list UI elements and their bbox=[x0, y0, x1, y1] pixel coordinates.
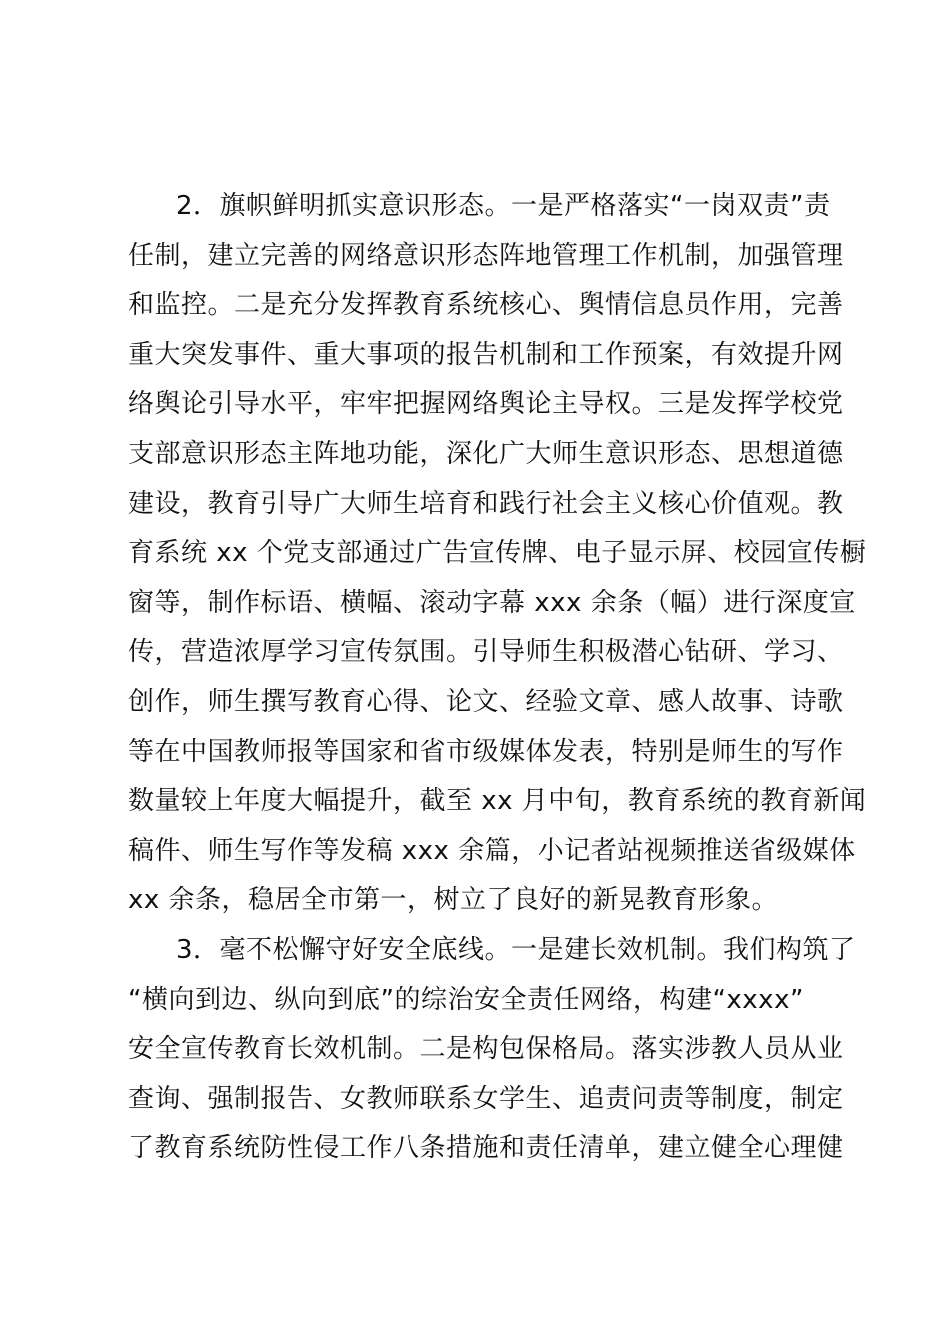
text-line: 支部意识形态主阵地功能，深化广大师生意识形态、思想道德 bbox=[128, 438, 844, 469]
text-line: 创作，师生撰写教育心得、论文、经验文章、感人故事、诗歌 bbox=[128, 686, 844, 717]
paragraph-3-heading-line: 3．毫不松懈守好安全底线。一是建长效机制。我们构筑了 bbox=[176, 934, 856, 965]
text-line: 数量较上年度大幅提升，截至 xx 月中旬，教育系统的教育新闻 bbox=[128, 786, 867, 817]
text-line: 育系统 xx 个党支部通过广告宣传牌、电子显示屏、校园宣传橱 bbox=[128, 538, 867, 569]
text-line: 安全宣传教育长效机制。二是构包保格局。落实涉教人员从业 bbox=[128, 1034, 844, 1065]
text-line: 了教育系统防性侵工作八条措施和责任清单，建立健全心理健 bbox=[128, 1133, 844, 1164]
text-line: 建设，教育引导广大师生培育和践行社会主义核心价值观。教 bbox=[128, 488, 844, 519]
text-line: 和监控。二是充分发挥教育系统核心、舆情信息员作用，完善 bbox=[128, 290, 844, 321]
text-line: “横向到边、纵向到底”的综治安全责任网络，构建“xxxx” bbox=[128, 984, 804, 1015]
text-line: 络舆论引导水平，牢牢把握网络舆论主导权。三是发挥学校党 bbox=[128, 389, 844, 420]
text-line: 等在中国教师报等国家和省市级媒体发表，特别是师生的写作 bbox=[128, 736, 844, 767]
text-line: 稿件、师生写作等发稿 xxx 余篇，小记者站视频推送省级媒体 bbox=[128, 835, 856, 866]
text-line: 传，营造浓厚学习宣传氛围。引导师生积极潜心钻研、学习、 bbox=[128, 637, 844, 668]
text-line: 重大突发事件、重大事项的报告机制和工作预案，有效提升网 bbox=[128, 339, 844, 370]
text-line: 查询、强制报告、女教师联系女学生、追责问责等制度，制定 bbox=[128, 1083, 844, 1114]
text-line: xx 余条，稳居全市第一，树立了良好的新晃教育形象。 bbox=[128, 885, 779, 916]
text-line: 任制，建立完善的网络意识形态阵地管理工作机制，加强管理 bbox=[128, 240, 844, 271]
document-body bbox=[128, 182, 867, 1174]
text-line: 窗等，制作标语、横幅、滚动字幕 xxx 余条（幅）进行深度宣 bbox=[128, 587, 856, 618]
paragraph-2-heading-line: 2．旗帜鲜明抓实意识形态。一是严格落实“一岗双责”责 bbox=[176, 191, 831, 221]
